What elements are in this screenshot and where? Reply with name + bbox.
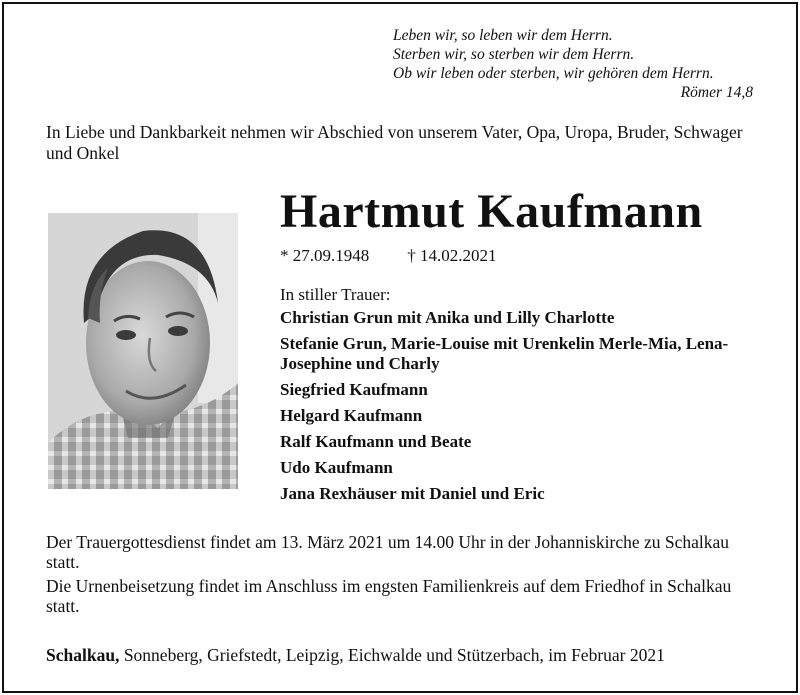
verse-line: Sterben wir, so sterben wir dem Herrn. <box>393 46 635 63</box>
mourner: Helgard Kaufmann <box>280 406 423 425</box>
mourner: Christian Grun mit Anika und Lilly Charlotte <box>280 308 615 327</box>
closing-line <box>46 644 766 666</box>
mourner: Jana Rexhäuser mit Daniel und Eric <box>280 484 545 503</box>
birth-date: * 27.09.1948 <box>280 246 370 265</box>
verse-line: Ob wir leben oder sterben, wir gehören dem Herrn. <box>393 65 714 82</box>
mourning-label: In stiller Trauer: <box>280 285 391 304</box>
mourner: Stefanie Grun, Marie-Louise mit Urenkelin Merle-Mia, Lena-Josephine und Charly <box>280 334 729 373</box>
verse-reference: Römer 14,8 <box>680 84 753 101</box>
bible-verse <box>393 26 753 102</box>
burial-text: Die Urnenbeisetzung findet im Anschluss im engsten Familienkreis auf dem Friedhof in Schalkau statt. <box>46 576 732 616</box>
closing-place: Schalkau, <box>46 645 120 665</box>
mourner: Ralf Kaufmann und Beate <box>280 432 472 451</box>
deceased-name: Hartmut Kaufmann <box>280 185 703 238</box>
mourners-list <box>280 308 770 510</box>
service-info <box>46 532 766 620</box>
intro-text: In Liebe und Dankbarkeit nehmen wir Abschied von unserem Vater, Opa, Uropa, Bruder, Schwager und Onkel <box>46 122 743 163</box>
life-dates <box>280 246 497 266</box>
portrait-photo <box>48 213 238 489</box>
funeral-service-text: Der Trauergottesdienst findet am 13. März 2021 um 14.00 Uhr in der Johanniskirche zu Schalkau statt. <box>46 532 730 572</box>
mourner: Udo Kaufmann <box>280 458 393 477</box>
mourner: Siegfried Kaufmann <box>280 380 428 399</box>
closing-text: Sonneberg, Griefstedt, Leipzig, Eichwalde und Stützerbach, im Februar 2021 <box>119 645 665 665</box>
death-date: † 14.02.2021 <box>407 246 497 265</box>
verse-line: Leben wir, so leben wir dem Herrn. <box>393 27 613 44</box>
